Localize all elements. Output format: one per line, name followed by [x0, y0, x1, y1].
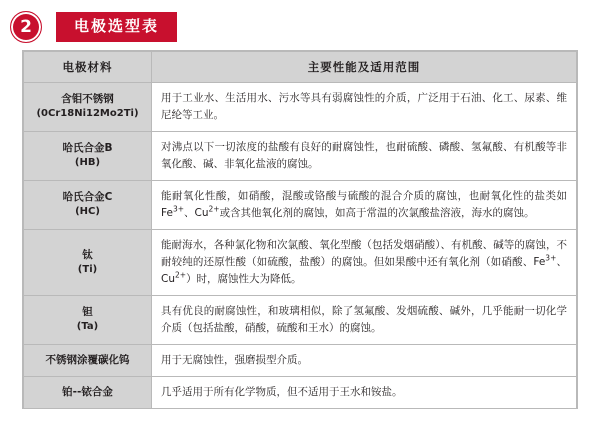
electrode-selection-table-wrapper	[22, 50, 578, 409]
description-part: 、Cu	[161, 256, 567, 285]
superscript-charge: 3+	[545, 253, 557, 263]
table-row	[24, 296, 577, 345]
document-header	[0, 0, 600, 44]
superscript-charge: 2+	[208, 204, 220, 214]
description-part: 、Cu	[184, 207, 209, 219]
material-code: (0Cr18Ni12Mo2Ti)	[36, 108, 139, 120]
material-code: (Ti)	[77, 263, 98, 275]
table-row	[24, 83, 577, 132]
material-name: 含钼不锈钢	[61, 93, 114, 106]
cell-material	[24, 181, 152, 230]
cell-description: 用于工业水、生活用水、污水等具有弱腐蚀性的介质，广泛用于石油、化工、尿素、维尼纶等工业。	[152, 83, 577, 132]
cell-description: 具有优良的耐腐蚀性，和玻璃相似，除了氢氟酸、发烟硫酸、碱外，几乎能耐一切化学介质（包括盐酸，硝酸，硫酸和王水）的腐蚀。	[152, 296, 577, 345]
cell-material	[24, 296, 152, 345]
cell-material	[24, 230, 152, 296]
table-row	[24, 230, 577, 296]
description-part: 能耐海水，各种氯化物和次氯酸、氧化型酸（包括发烟硝酸）、有机酸、碱等的腐蚀，不耐较纯的还原性酸（如硫酸，盐酸）的腐蚀。但如果酸中还有氧化剂（如硝酸、Fe	[161, 239, 567, 268]
table-row	[24, 132, 577, 181]
cell-description: 对沸点以下一切浓度的盐酸有良好的耐腐蚀性，也耐硫酸、磷酸、氢氟酸、有机酸等非氧化酸、碱、非氧化盐液的腐蚀。	[152, 132, 577, 181]
cell-description	[152, 181, 577, 230]
superscript-charge: 3+	[172, 204, 184, 214]
description-part: 能耐氧化性酸，如硝酸，混酸或铬酸与硫酸的混合介质的腐蚀，也耐氧化性的盐类如Fe	[161, 190, 567, 219]
table-row	[24, 345, 577, 377]
cell-description	[152, 230, 577, 296]
material-name: 铂--铱合金	[62, 385, 113, 398]
material-code: (HB)	[74, 157, 101, 169]
material-name: 钛	[82, 248, 93, 261]
table-row	[24, 181, 577, 230]
column-header-performance: 主要性能及适用范围	[152, 52, 577, 83]
material-name: 哈氏合金C	[62, 191, 113, 204]
table-header	[24, 52, 577, 83]
material-code: (Ta)	[76, 321, 99, 333]
cell-description: 用于无腐蚀性，强磨损型介质。	[152, 345, 577, 377]
cell-material	[24, 83, 152, 132]
cell-material	[24, 345, 152, 377]
material-code: (HC)	[75, 206, 100, 218]
section-number-badge: 2	[10, 11, 42, 43]
description-part: ）时，腐蚀性大为降低。	[186, 273, 302, 285]
page-title: 电极选型表	[56, 12, 177, 42]
cell-material	[24, 377, 152, 409]
electrode-selection-table	[23, 51, 577, 409]
table-body	[24, 83, 577, 409]
table-row	[24, 377, 577, 409]
superscript-charge: 2+	[175, 270, 187, 280]
cell-description: 几乎适用于所有化学物质，但不适用于王水和铵盐。	[152, 377, 577, 409]
table-header-row	[24, 52, 577, 83]
cell-material	[24, 132, 152, 181]
material-name: 哈氏合金B	[62, 142, 113, 155]
description-part: 或含其他氧化剂的腐蚀，如高于常温的次氯酸盐溶液，海水的腐蚀。	[219, 207, 535, 219]
column-header-material: 电极材料	[24, 52, 152, 83]
material-name: 不锈钢涂覆碳化钨	[45, 353, 130, 366]
material-name: 钽	[82, 306, 93, 319]
